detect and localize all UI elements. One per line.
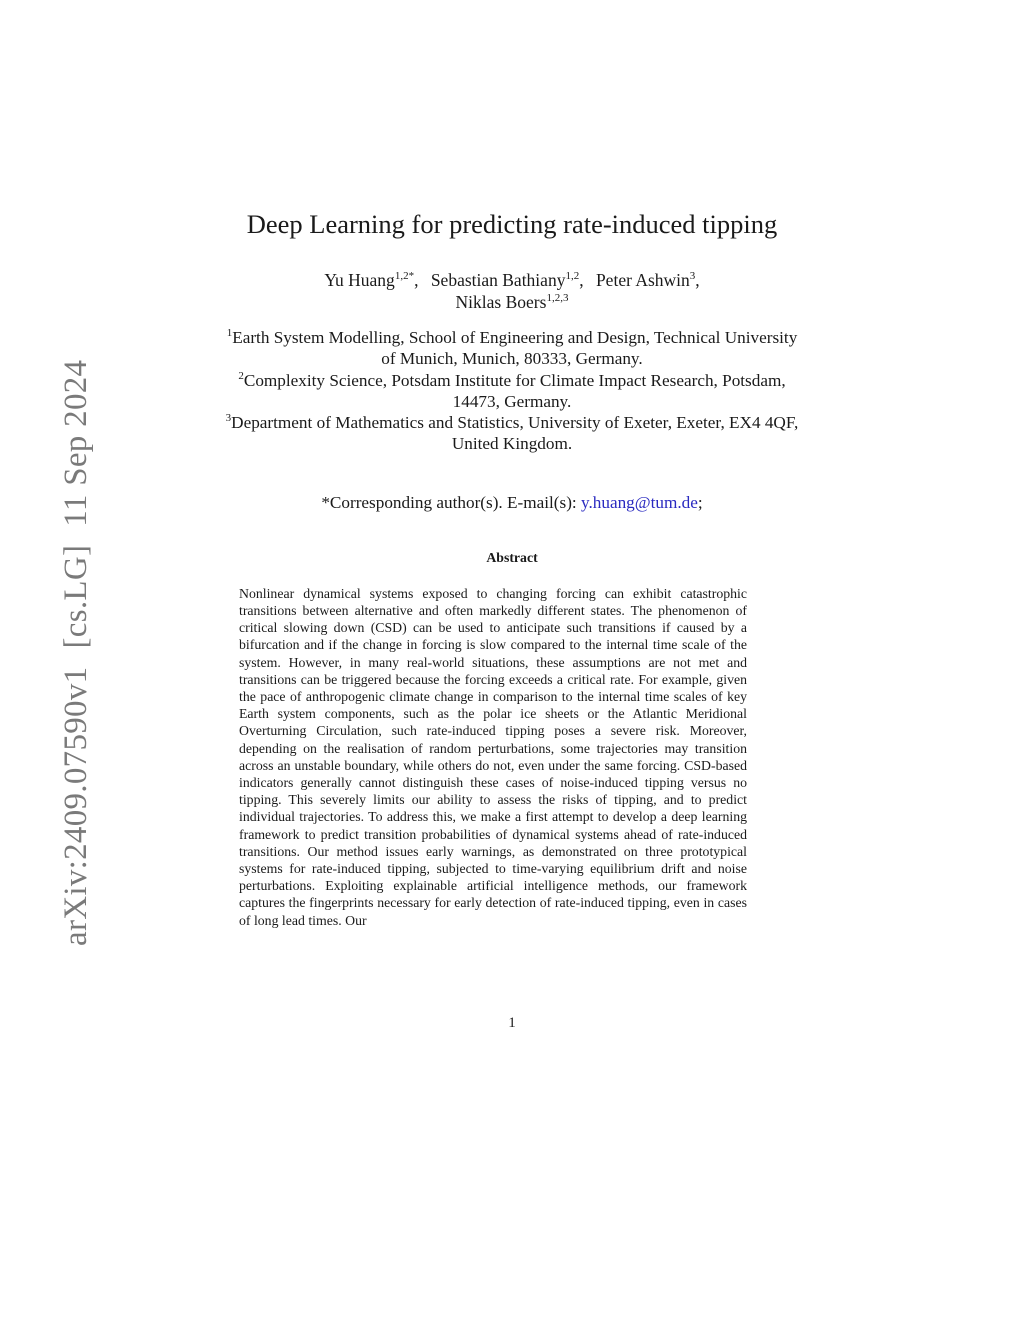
page-number: 1 [508,1015,516,1031]
author-name: Peter Ashwin [595,270,690,290]
arxiv-stamp [56,359,96,946]
affiliation [150,412,874,455]
author-name: Sebastian Bathiany [430,270,566,290]
affiliation [150,370,874,413]
author-list [150,269,874,313]
affiliation-text: Department of Mathematics and Statistics, University of Exeter, Exeter, EX4 4QF, United Kingdom. [231,413,799,454]
affiliation-list [150,327,874,455]
paper-title: Deep Learning for predicting rate-induced tipping [246,209,778,239]
author: Yu Huang$^{1,2*}$, [324,270,419,290]
affiliation-text: Complexity Science, Potsdam Institute for Climate Impact Research, Potsdam, 14473, Germany. [243,370,786,411]
arxiv-category: [cs.LG] [58,544,94,649]
author-affil-marker: 3 [689,270,696,282]
author [456,292,569,312]
email-link[interactable]: y.huang@tum.de [581,493,698,512]
author-affil-marker: 1,2* [394,270,415,282]
corresponding-prefix: *Corresponding author(s). E-mail(s): [321,493,577,512]
author-name: Niklas Boers [455,292,547,312]
affiliation-number: 2 [238,369,244,382]
arxiv-id: arXiv:2409.07590v1 [58,666,94,946]
author-affil-marker: 1,2,3 [546,292,569,304]
affiliation-number: 1 [226,327,233,339]
author-name: Yu Huang [324,270,395,290]
affiliation-number: 3 [225,412,232,425]
author: Sebastian Bathiany$^{1,2}$, [430,270,584,290]
abstract-text: Nonlinear dynamical systems exposed to changing forcing can exhibit catastrophic transitions between alternative and often markedly different states. The phenomenon of critical slowing down (CSD) can be used to anticipate such transitions if caused by a bifurcation and if the change in forcing is slow compared to the internal time scale of the system. However, in many real-world situations, these assumptions are not met and transitions can be triggered because the forcing exceeds a critical rate. For example, given the pace of anthropogenic climate change in comparison to the internal time scales of key Earth system components, such as the polar ice sheets or the Atlantic Meridional Overturning Circulation, such rate-induced tipping poses a severe risk. Moreover, depending on the realisation of random perturbations, some trajectories may transition across an unstable boundary, while others do not, even under the same forcing. CSD-based indicators generally cannot distinguish these cases of noise-induced tipping versus no tipping. This severely limits our ability to assess the risks of tipping, and to predict individual trajectories. To address this, we make a first attempt to develop a deep learning framework to predict transition probabilities of dynamical systems ahead of rate-induced transitions. Our method issues early warnings, as demonstrated on three prototypical systems for rate-induced tipping, subjected to time-varying equilibrium drift and noise perturbations. Exploiting explainable artificial intelligence methods, our framework captures the fingerprints necessary for early detection of rate-induced tipping, even in cases of long lead times. Our [239,585,747,928]
abstract-heading: Abstract [486,550,538,565]
affiliation-text: Earth System Modelling, School of Engineering and Design, Technical University of Munich, Munich, 80333, Germany. [232,328,798,369]
affiliation [150,327,874,370]
corresponding-suffix: ; [697,493,703,512]
author-affil-marker: 1,2 [565,270,580,282]
arxiv-date: 11 Sep 2024 [58,359,94,527]
corresponding-author [150,492,874,514]
author: Peter Ashwin$^3$, [595,270,700,290]
